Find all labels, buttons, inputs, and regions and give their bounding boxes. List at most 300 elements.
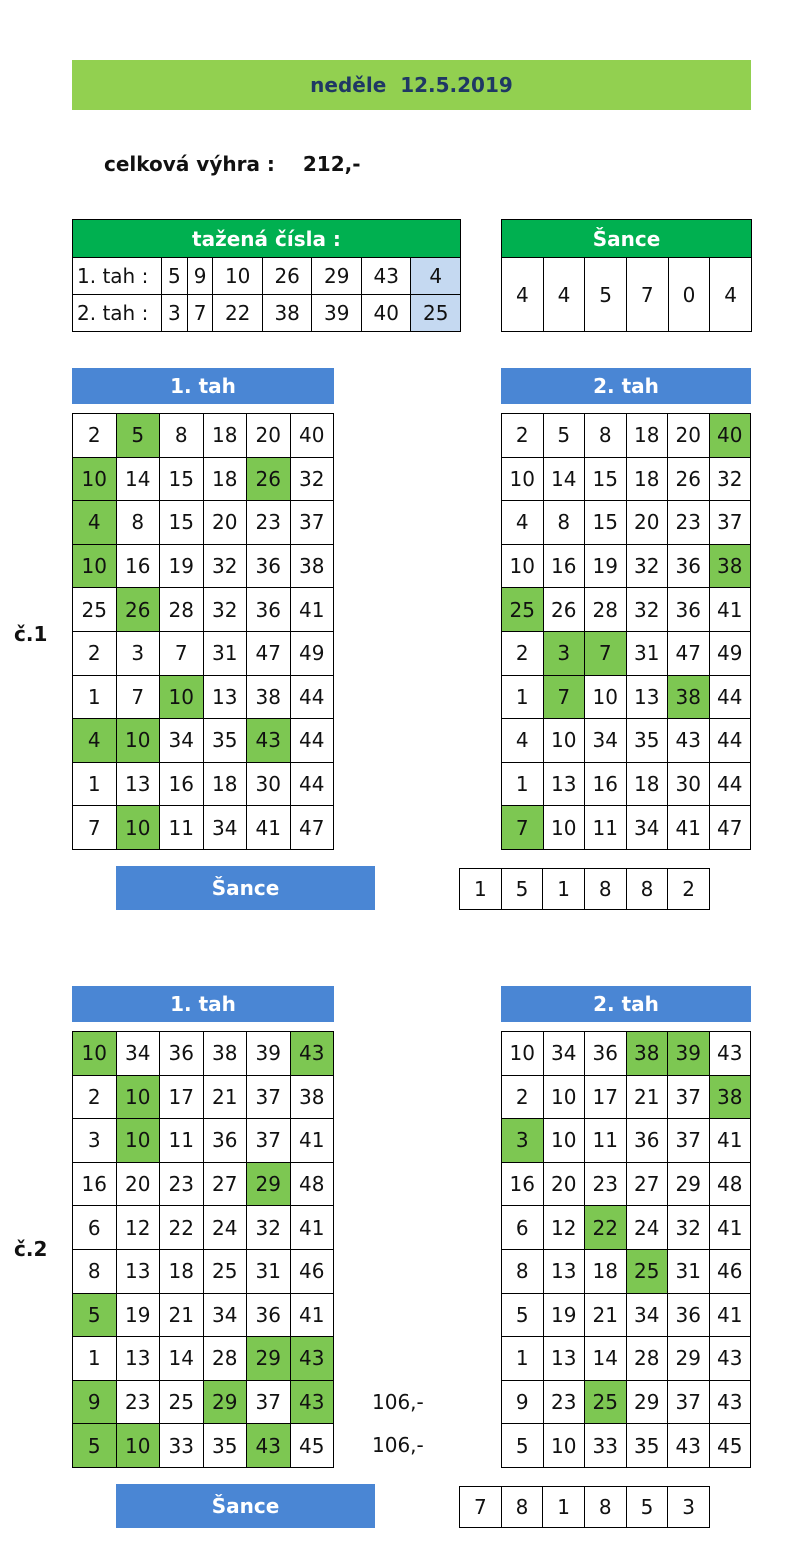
ticket-number: 8 [116, 501, 160, 545]
ticket-number: 6 [73, 1206, 117, 1250]
date-banner [72, 60, 751, 110]
ticket-number: 5 [502, 1293, 544, 1337]
drawn-number: 38 [262, 295, 312, 332]
ticket-number: 1 [502, 762, 544, 806]
sance-drawn-digit: 5 [585, 258, 627, 332]
ticket-number: 43 [668, 1424, 710, 1468]
ticket-number: 8 [502, 1249, 544, 1293]
ticket-number: 12 [543, 1206, 585, 1250]
ticket-number: 44 [290, 719, 334, 763]
ticket-number: 41 [709, 588, 751, 632]
ticket-number: 7 [585, 631, 627, 675]
drawn-number: 9 [187, 258, 213, 295]
sance-digit: 8 [584, 869, 626, 910]
ticket-number: 38 [290, 1075, 334, 1119]
ticket-number: 10 [543, 1119, 585, 1163]
ticket-number: 25 [502, 588, 544, 632]
ticket-number: 20 [626, 501, 668, 545]
ticket-number: 13 [543, 1249, 585, 1293]
ticket-number: 32 [247, 1206, 291, 1250]
ticket-number: 38 [709, 544, 751, 588]
ticket-row [73, 1293, 334, 1337]
ticket-row [502, 719, 751, 763]
ticket-number: 21 [160, 1293, 204, 1337]
ticket-number: 10 [502, 1032, 544, 1076]
ticket-number: 7 [502, 806, 544, 850]
ticket-row [502, 1119, 751, 1163]
ticket-number: 33 [585, 1424, 627, 1468]
ticket-number: 3 [543, 631, 585, 675]
ticket-number: 7 [116, 675, 160, 719]
ticket-number: 8 [73, 1249, 117, 1293]
ticket-number: 5 [73, 1293, 117, 1337]
sance-digit: 8 [626, 869, 668, 910]
ticket-row [73, 806, 334, 850]
ticket-row [502, 675, 751, 719]
ticket-number: 45 [709, 1424, 751, 1468]
ticket-number: 34 [203, 1293, 247, 1337]
drawn-number: 22 [213, 295, 263, 332]
sance-digit: 3 [668, 1487, 710, 1528]
drawn-numbers-table [72, 219, 461, 332]
ticket-number: 46 [290, 1249, 334, 1293]
drawn-bonus-number: 25 [411, 295, 461, 332]
ticket-number: 10 [73, 457, 117, 501]
ticket-number: 45 [290, 1424, 334, 1468]
ticket-number: 24 [203, 1206, 247, 1250]
ticket-number: 20 [247, 414, 291, 458]
ticket-number: 10 [116, 1424, 160, 1468]
ticket-number: 31 [247, 1249, 291, 1293]
ticket-number: 41 [709, 1206, 751, 1250]
tah2-grid [501, 1031, 751, 1468]
ticket-number: 10 [502, 544, 544, 588]
ticket-number: 28 [160, 588, 204, 632]
ticket-number: 37 [290, 501, 334, 545]
ticket-number: 8 [160, 414, 204, 458]
drawn-number: 39 [312, 295, 362, 332]
ticket-number: 15 [585, 457, 627, 501]
ticket-row [73, 1424, 334, 1468]
ticket-number: 43 [290, 1337, 334, 1381]
ticket-number: 18 [160, 1249, 204, 1293]
ticket-number: 25 [585, 1380, 627, 1424]
ticket-row [502, 588, 751, 632]
ticket-number: 10 [543, 1424, 585, 1468]
ticket-number: 36 [585, 1032, 627, 1076]
ticket-number: 6 [502, 1206, 544, 1250]
ticket-number: 32 [203, 544, 247, 588]
ticket-row [73, 1380, 334, 1424]
drawn-number: 40 [361, 295, 411, 332]
ticket-number: 29 [203, 1380, 247, 1424]
ticket-number: 44 [709, 675, 751, 719]
sance-digit: 8 [501, 1487, 543, 1528]
ticket-row [502, 544, 751, 588]
ticket-number: 49 [290, 631, 334, 675]
ticket-number: 20 [668, 414, 710, 458]
ticket-number: 19 [160, 544, 204, 588]
ticket-number: 44 [709, 719, 751, 763]
ticket-row [73, 544, 334, 588]
ticket-number: 18 [585, 1249, 627, 1293]
sance-drawn-digit: 4 [502, 258, 544, 332]
ticket-number: 7 [73, 806, 117, 850]
ticket-number: 35 [203, 1424, 247, 1468]
ticket-number: 37 [668, 1075, 710, 1119]
ticket-row [73, 1337, 334, 1381]
ticket-number: 24 [626, 1206, 668, 1250]
ticket-number: 36 [247, 1293, 291, 1337]
ticket-number: 41 [668, 806, 710, 850]
ticket-row [73, 719, 334, 763]
drawn-row-label: 1. tah : [73, 258, 162, 295]
sance-drawn-table [501, 219, 752, 332]
tah2-header: 2. tah [501, 368, 751, 404]
ticket-number: 47 [290, 806, 334, 850]
ticket-number: 1 [73, 762, 117, 806]
ticket-row [502, 1337, 751, 1381]
drawn-number: 7 [187, 295, 213, 332]
ticket-number: 36 [626, 1119, 668, 1163]
drawn-number: 29 [312, 258, 362, 295]
ticket-number: 3 [116, 631, 160, 675]
ticket-row [73, 1075, 334, 1119]
ticket-row [73, 588, 334, 632]
ticket-number: 41 [290, 1293, 334, 1337]
ticket-row [502, 1424, 751, 1468]
ticket-number: 14 [543, 457, 585, 501]
ticket-number: 2 [73, 631, 117, 675]
drawn-row-2 [73, 295, 461, 332]
ticket-number: 15 [585, 501, 627, 545]
drawn-number: 26 [262, 258, 312, 295]
ticket-number: 16 [160, 762, 204, 806]
ticket-number: 32 [290, 457, 334, 501]
ticket-number: 11 [585, 806, 627, 850]
ticket-number: 32 [626, 544, 668, 588]
ticket-number: 36 [247, 544, 291, 588]
sance-label: Šance [116, 1484, 375, 1528]
ticket-number: 37 [247, 1119, 291, 1163]
ticket-number: 16 [73, 1162, 117, 1206]
ticket-row [502, 501, 751, 545]
ticket-number: 41 [709, 1293, 751, 1337]
ticket-number: 41 [709, 1119, 751, 1163]
ticket-number: 28 [585, 588, 627, 632]
ticket-number: 1 [73, 1337, 117, 1381]
ticket-number: 15 [160, 457, 204, 501]
ticket-number: 14 [585, 1337, 627, 1381]
ticket-number: 44 [290, 675, 334, 719]
ticket-number: 35 [203, 719, 247, 763]
ticket-number: 17 [585, 1075, 627, 1119]
ticket-number: 21 [203, 1075, 247, 1119]
ticket-number: 5 [543, 414, 585, 458]
ticket-number: 30 [247, 762, 291, 806]
ticket-number: 47 [709, 806, 751, 850]
ticket-number: 39 [668, 1032, 710, 1076]
ticket-number: 32 [626, 588, 668, 632]
ticket-number: 23 [247, 501, 291, 545]
ticket-number: 27 [203, 1162, 247, 1206]
ticket-number: 16 [502, 1162, 544, 1206]
ticket-number: 16 [116, 544, 160, 588]
ticket-number: 2 [73, 414, 117, 458]
ticket-number: 38 [709, 1075, 751, 1119]
ticket-number: 14 [160, 1337, 204, 1381]
ticket-number: 41 [290, 1119, 334, 1163]
ticket-number: 19 [543, 1293, 585, 1337]
ticket-number: 30 [668, 762, 710, 806]
ticket-number: 18 [203, 414, 247, 458]
ticket-number: 13 [203, 675, 247, 719]
ticket-number: 29 [626, 1380, 668, 1424]
ticket-row [502, 1032, 751, 1076]
ticket-number: 20 [116, 1162, 160, 1206]
ticket-number: 21 [626, 1075, 668, 1119]
ticket-number: 13 [626, 675, 668, 719]
sance-ticket-digits [459, 868, 710, 910]
ticket-number: 34 [543, 1032, 585, 1076]
ticket-number: 41 [247, 806, 291, 850]
ticket-number: 8 [543, 501, 585, 545]
ticket-number: 29 [668, 1162, 710, 1206]
ticket-number: 10 [502, 457, 544, 501]
ticket-number: 15 [160, 501, 204, 545]
ticket-number: 44 [290, 762, 334, 806]
ticket-number: 31 [626, 631, 668, 675]
ticket-number: 10 [543, 806, 585, 850]
ticket-number: 4 [502, 719, 544, 763]
ticket-number: 10 [116, 1119, 160, 1163]
ticket-number: 20 [543, 1162, 585, 1206]
ticket-number: 3 [73, 1119, 117, 1163]
sance-drawn-digit: 4 [710, 258, 752, 332]
ticket-number: 7 [160, 631, 204, 675]
ticket-number: 10 [543, 1075, 585, 1119]
ticket-number: 34 [626, 1293, 668, 1337]
ticket-number: 25 [160, 1380, 204, 1424]
ticket-row [502, 1162, 751, 1206]
ticket-number: 20 [203, 501, 247, 545]
sance-drawn-digit: 0 [668, 258, 710, 332]
ticket-number: 23 [585, 1162, 627, 1206]
ticket-number: 47 [247, 631, 291, 675]
ticket-number: 13 [543, 1337, 585, 1381]
ticket-row [73, 1032, 334, 1076]
drawn-number: 3 [162, 295, 188, 332]
ticket-number: 25 [626, 1249, 668, 1293]
ticket-number: 48 [290, 1162, 334, 1206]
ticket-number: 2 [502, 414, 544, 458]
ticket-number: 21 [585, 1293, 627, 1337]
ticket-number: 10 [585, 675, 627, 719]
ticket-row [73, 501, 334, 545]
ticket-number: 4 [502, 501, 544, 545]
ticket-number: 4 [73, 719, 117, 763]
ticket-number: 31 [668, 1249, 710, 1293]
ticket-number: 29 [668, 1337, 710, 1381]
row-winning: 106,- [372, 1433, 424, 1458]
ticket-number: 37 [247, 1075, 291, 1119]
ticket-number: 43 [709, 1032, 751, 1076]
drawn-number: 10 [213, 258, 263, 295]
ticket-row [73, 631, 334, 675]
ticket-label: č.1 [14, 622, 48, 646]
ticket-row [502, 1075, 751, 1119]
ticket-number: 23 [160, 1162, 204, 1206]
ticket-number: 34 [203, 806, 247, 850]
ticket-number: 37 [247, 1380, 291, 1424]
tah2-header: 2. tah [501, 986, 751, 1022]
ticket-number: 19 [116, 1293, 160, 1337]
ticket-number: 2 [502, 1075, 544, 1119]
tah1-grid [72, 413, 334, 850]
ticket-number: 7 [543, 675, 585, 719]
ticket-number: 43 [709, 1380, 751, 1424]
ticket-number: 43 [247, 719, 291, 763]
ticket-row [73, 1206, 334, 1250]
ticket-number: 26 [543, 588, 585, 632]
sance-digit: 2 [668, 869, 710, 910]
ticket-number: 44 [709, 762, 751, 806]
ticket-number: 29 [247, 1337, 291, 1381]
ticket-number: 16 [543, 544, 585, 588]
ticket-number: 10 [73, 544, 117, 588]
ticket-number: 19 [585, 544, 627, 588]
ticket-number: 38 [626, 1032, 668, 1076]
ticket-number: 13 [116, 762, 160, 806]
ticket-row [502, 414, 751, 458]
ticket-number: 13 [116, 1249, 160, 1293]
ticket-number: 40 [290, 414, 334, 458]
ticket-row [502, 806, 751, 850]
ticket-row [73, 1249, 334, 1293]
ticket-number: 13 [116, 1337, 160, 1381]
ticket-number: 37 [668, 1380, 710, 1424]
ticket-number: 13 [543, 762, 585, 806]
ticket-number: 46 [709, 1249, 751, 1293]
ticket-number: 38 [290, 544, 334, 588]
ticket-row [73, 762, 334, 806]
ticket-number: 34 [626, 806, 668, 850]
ticket-number: 39 [247, 1032, 291, 1076]
ticket-number: 18 [203, 762, 247, 806]
ticket-number: 31 [203, 631, 247, 675]
ticket-row [73, 457, 334, 501]
ticket-number: 23 [543, 1380, 585, 1424]
drawn-bonus-number: 4 [411, 258, 461, 295]
total-label: celková výhra : [104, 152, 275, 176]
ticket-number: 22 [585, 1206, 627, 1250]
drawn-number: 5 [162, 258, 188, 295]
ticket-number: 38 [203, 1032, 247, 1076]
ticket-number: 16 [585, 762, 627, 806]
sance-digit: 5 [626, 1487, 668, 1528]
ticket-row [73, 414, 334, 458]
sance-label: Šance [116, 866, 375, 910]
ticket-number: 23 [668, 501, 710, 545]
drawn-row-label: 2. tah : [73, 295, 162, 332]
ticket-number: 14 [116, 457, 160, 501]
ticket-row [73, 675, 334, 719]
ticket-number: 36 [160, 1032, 204, 1076]
ticket-number: 5 [73, 1424, 117, 1468]
sance-drawn-digit: 7 [626, 258, 668, 332]
ticket-number: 49 [709, 631, 751, 675]
ticket-number: 9 [73, 1380, 117, 1424]
sance-digit: 1 [543, 869, 585, 910]
ticket-row [502, 1206, 751, 1250]
ticket-number: 22 [160, 1206, 204, 1250]
ticket-number: 36 [668, 544, 710, 588]
ticket-number: 10 [116, 806, 160, 850]
ticket-number: 36 [668, 588, 710, 632]
tah1-grid [72, 1031, 334, 1468]
ticket-number: 41 [290, 1206, 334, 1250]
sance-drawn-title: Šance [502, 220, 752, 258]
ticket-number: 10 [160, 675, 204, 719]
ticket-number: 17 [160, 1075, 204, 1119]
drawn-numbers-title: tažená čísla : [73, 220, 461, 258]
ticket-number: 43 [290, 1032, 334, 1076]
ticket-number: 10 [116, 719, 160, 763]
ticket-row [502, 762, 751, 806]
ticket-number: 1 [502, 1337, 544, 1381]
ticket-number: 34 [116, 1032, 160, 1076]
ticket-number: 23 [116, 1380, 160, 1424]
ticket-row [73, 1162, 334, 1206]
total-value: 212,- [302, 152, 361, 176]
ticket-number: 18 [203, 457, 247, 501]
ticket-number: 8 [585, 414, 627, 458]
ticket-number: 43 [290, 1380, 334, 1424]
sance-digit: 5 [501, 869, 543, 910]
ticket-number: 25 [203, 1249, 247, 1293]
ticket-number: 2 [502, 631, 544, 675]
ticket-number: 41 [290, 588, 334, 632]
ticket-number: 18 [626, 762, 668, 806]
tah2-grid [501, 413, 751, 850]
ticket-number: 18 [626, 414, 668, 458]
ticket-row [73, 1119, 334, 1163]
sance-drawn-digit: 4 [543, 258, 585, 332]
ticket-number: 10 [116, 1075, 160, 1119]
ticket-number: 26 [116, 588, 160, 632]
ticket-number: 11 [160, 1119, 204, 1163]
ticket-number: 38 [668, 675, 710, 719]
ticket-number: 5 [116, 414, 160, 458]
ticket-number: 34 [160, 719, 204, 763]
tah1-header: 1. tah [72, 368, 334, 404]
ticket-row [502, 1380, 751, 1424]
ticket-number: 36 [203, 1119, 247, 1163]
drawn-row-1 [73, 258, 461, 295]
sance-digit: 8 [584, 1487, 626, 1528]
ticket-number: 33 [160, 1424, 204, 1468]
ticket-number: 29 [247, 1162, 291, 1206]
ticket-number: 12 [116, 1206, 160, 1250]
ticket-number: 11 [160, 806, 204, 850]
ticket-number: 34 [585, 719, 627, 763]
ticket-number: 28 [626, 1337, 668, 1381]
ticket-row [502, 631, 751, 675]
ticket-number: 32 [709, 457, 751, 501]
ticket-number: 35 [626, 719, 668, 763]
total-winnings [104, 152, 361, 176]
ticket-number: 27 [626, 1162, 668, 1206]
